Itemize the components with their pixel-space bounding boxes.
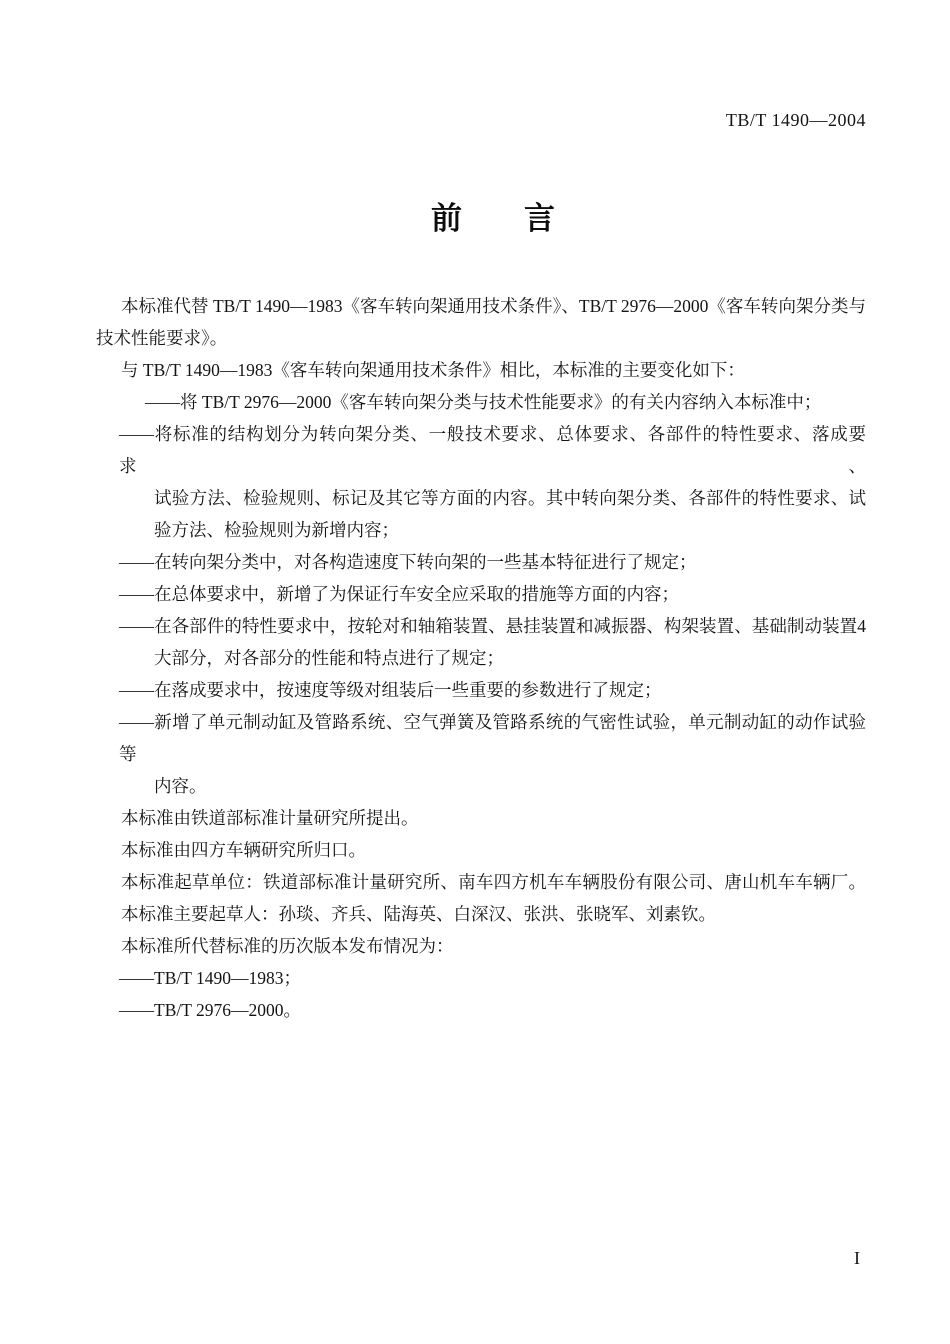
text-line: 本标准由四方车辆研究所归口。 bbox=[121, 840, 366, 860]
text-line: 本标准代替 TB/T 1490—1983《客车转向架通用技术条件》、TB/T 2976—2000《客车转向架分类与 bbox=[121, 296, 866, 316]
text-line: ——在转向架分类中，对各构造速度下转向架的一些基本特征进行了规定； bbox=[119, 552, 697, 572]
text-line: ——TB/T 2976—2000。 bbox=[119, 1000, 301, 1020]
text-line: ——TB/T 1490—1983； bbox=[119, 968, 301, 988]
standard-number: TB/T 1490—2004 bbox=[725, 110, 866, 130]
text-line: 大部分，对各部分的性能和特点进行了规定； bbox=[154, 648, 504, 668]
document-body bbox=[96, 290, 866, 1026]
text-line: 试验方法、检验规则、标记及其它等方面的内容。其中转向架分类、各部件的特性要求、试 bbox=[154, 488, 866, 508]
page-footer bbox=[96, 1248, 866, 1269]
text-line: ——将标准的结构划分为转向架分类、一般技术要求、总体要求、各部件的特性要求、落成要求、 bbox=[119, 424, 866, 476]
page-header bbox=[96, 110, 866, 131]
page-number: I bbox=[854, 1248, 860, 1268]
text-line: 内容。 bbox=[154, 776, 207, 796]
text-line: 本标准起草单位：铁道部标准计量研究所、南车四方机车车辆股份有限公司、唐山机车车辆厂。 bbox=[121, 872, 866, 892]
page-title: 前 言 bbox=[431, 201, 555, 236]
text-line: 本标准主要起草人：孙琰、齐兵、陆海英、白深汉、张洪、张晓军、刘素钦。 bbox=[121, 904, 716, 924]
text-line: 本标准由铁道部标准计量研究所提出。 bbox=[121, 808, 419, 828]
text-line: 验方法、检验规则为新增内容； bbox=[154, 520, 399, 540]
text-line: ——在落成要求中，按速度等级对组装后一些重要的参数进行了规定； bbox=[119, 680, 662, 700]
text-line: 与 TB/T 1490—1983《客车转向架通用技术条件》相比，本标准的主要变化如下： bbox=[121, 360, 745, 380]
text-line: ——新增了单元制动缸及管路系统、空气弹簧及管路系统的气密性试验，单元制动缸的动作试验等 bbox=[119, 712, 866, 764]
text-line: ——在各部件的特性要求中，按轮对和轴箱装置、悬挂装置和减振器、构架装置、基础制动装置4 bbox=[119, 616, 866, 636]
text-line: ——在总体要求中，新增了为保证行车安全应采取的措施等方面的内容； bbox=[119, 584, 679, 604]
text-line: 技术性能要求》。 bbox=[96, 328, 228, 348]
text-line: ——将 TB/T 2976—2000《客车转向架分类与技术性能要求》的有关内容纳入本标准中； bbox=[145, 392, 822, 412]
text-line: 本标准所代替标准的历次版本发布情况为： bbox=[121, 936, 454, 956]
